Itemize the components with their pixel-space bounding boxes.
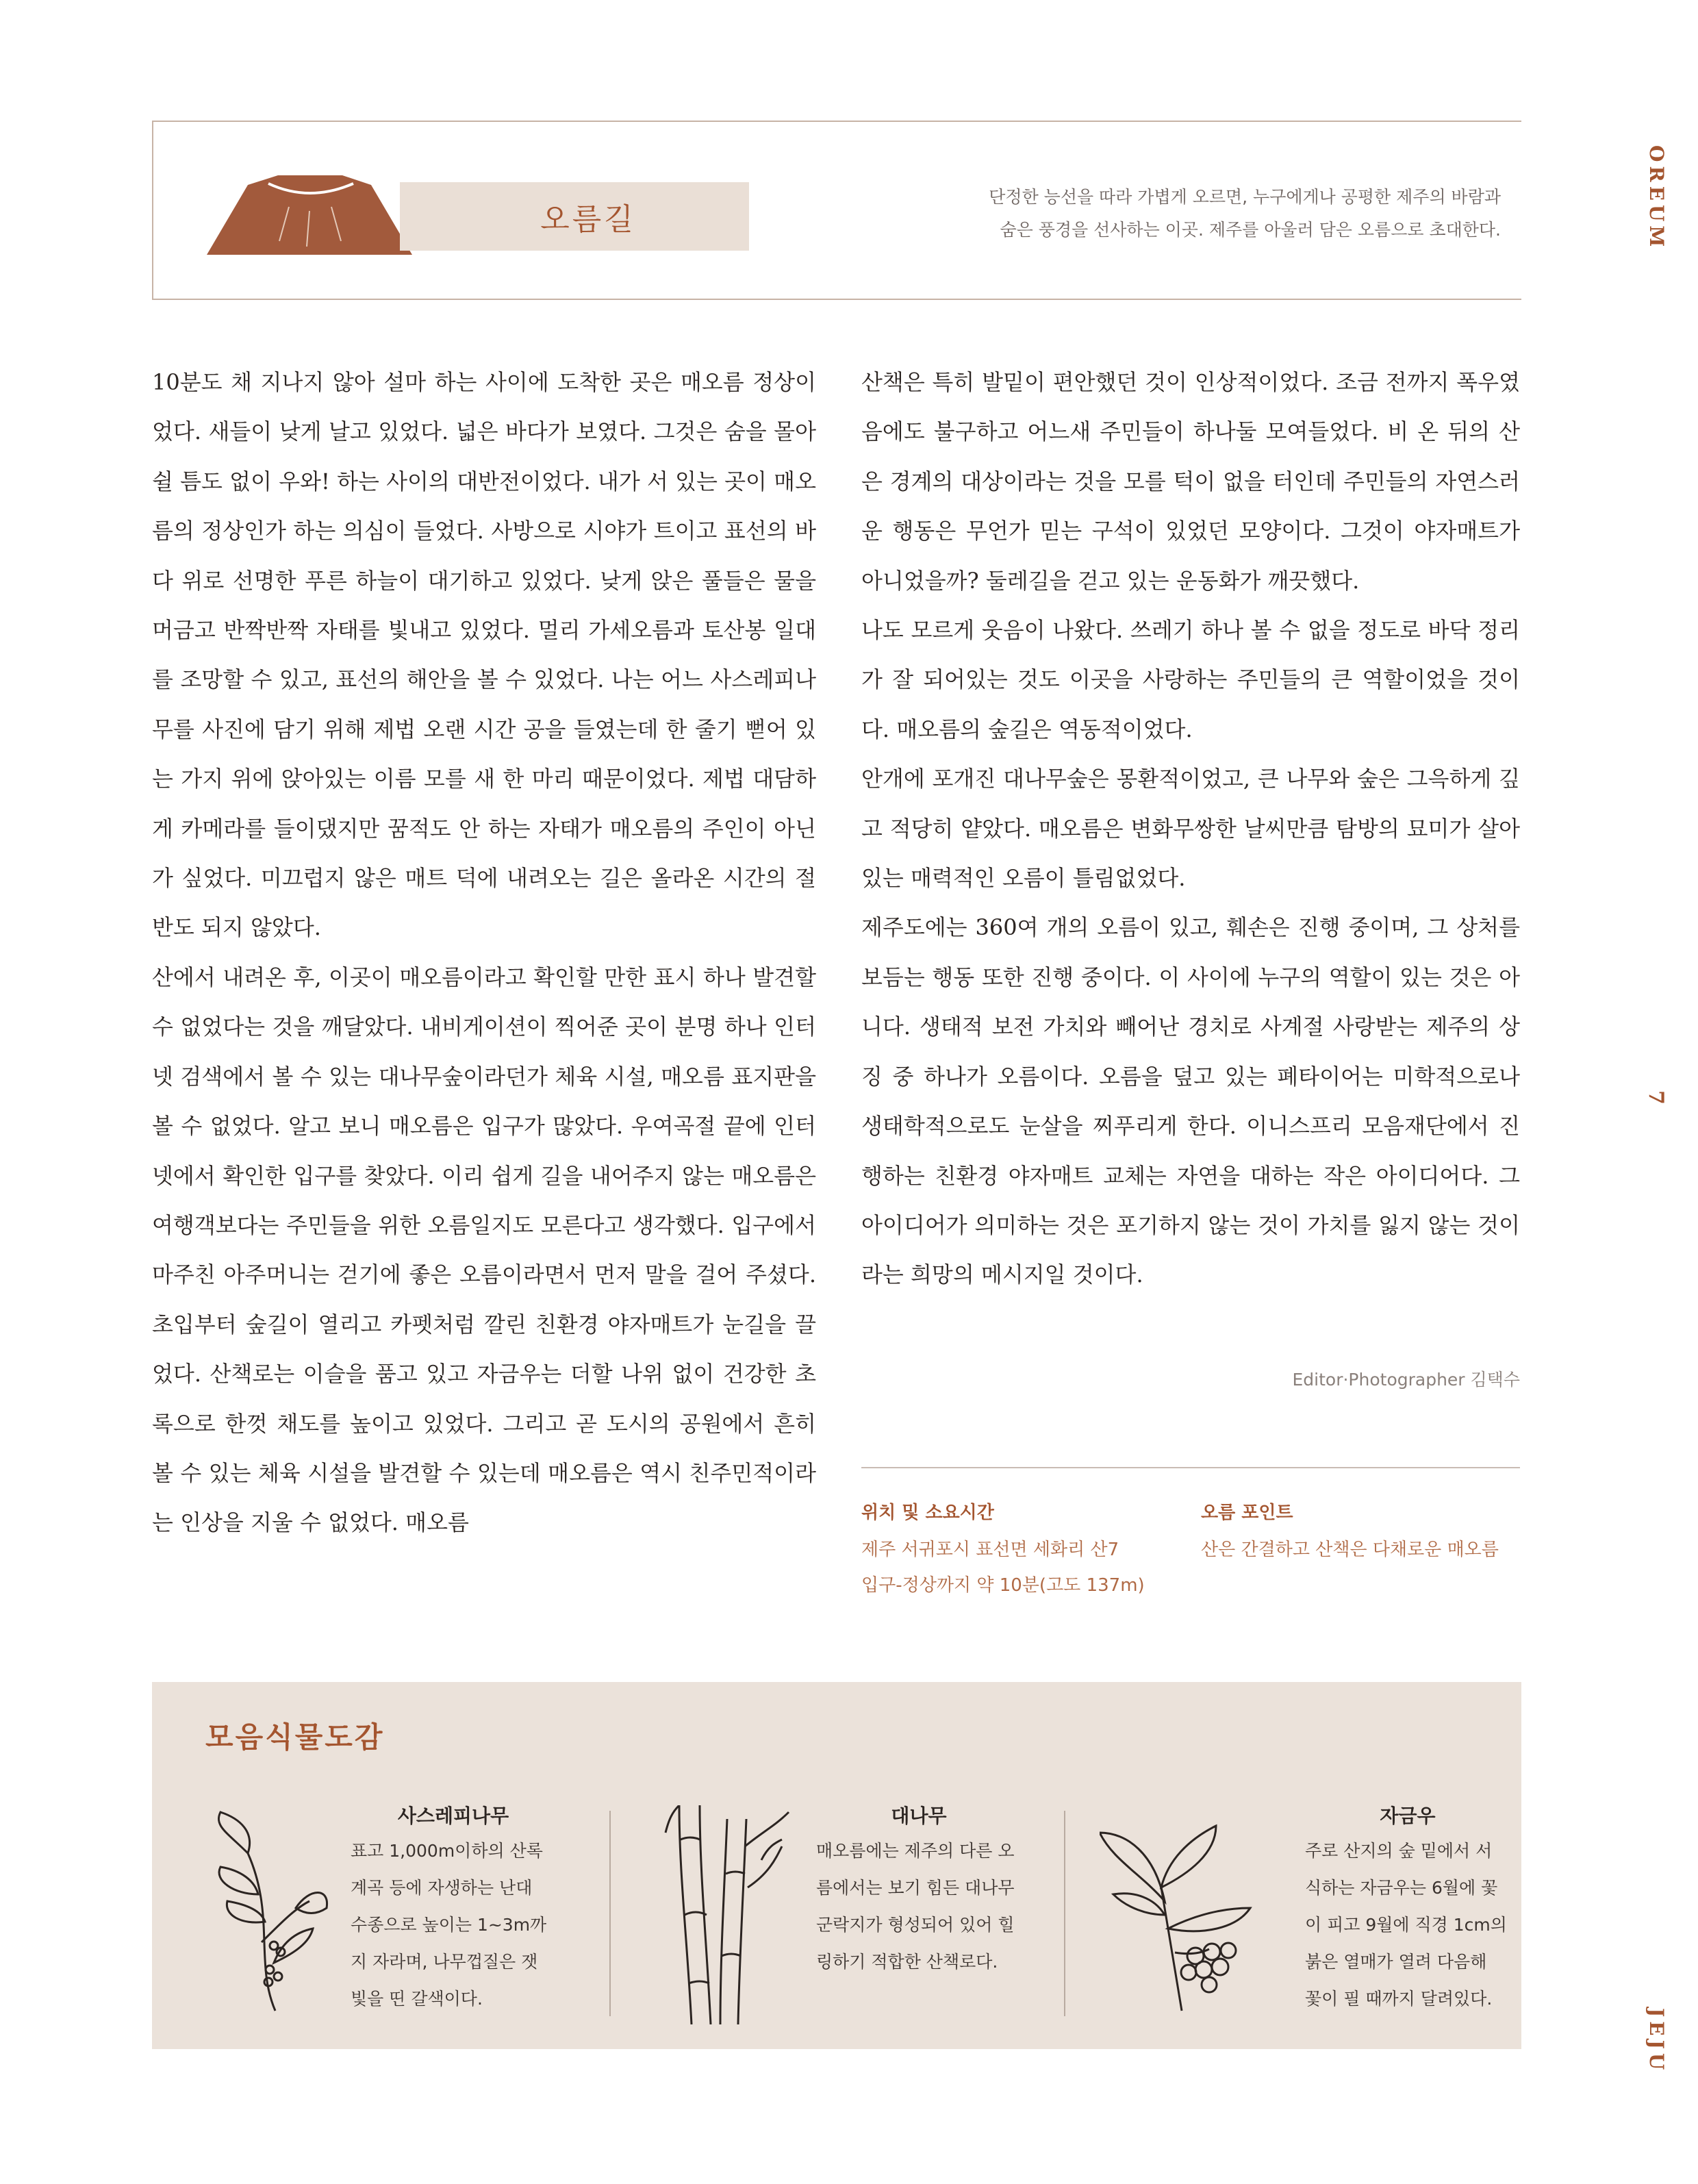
side-label-top: OREUM xyxy=(1645,145,1668,251)
page-number: 7 xyxy=(1644,1090,1668,1109)
info-point-text: 산은 간결하고 산책은 다채로운 매오름 xyxy=(1201,1540,1499,1560)
divider xyxy=(609,1811,611,2016)
paragraph: 산에서 내려온 후, 이곳이 매오름이라고 확인할 만한 표시 하나 발견할 수 없었다는 것을 깨달았다. 내비게이션이 찍어준 곳이 분명 하나 인터넷 검색에서 볼 수 있는 대나무숲이라던가 체육 시설, 매오름 표지판을 볼 수 없었다. 알고 보니 매오름은 입구가 많았다. 우여곡절 끝에 인터넷에서 확인한 입구를 찾았다. 이리 쉽게 길을 내어주지 않는 매오름은 여행객보다는 주민들을 위한 오름일지도 모른다고 생각했다. 입구에서 마주친 아주머니는 걷기에 좋은 오름이라면서 먼저 말을 걸어 주셨다. 초입부터 숲길이 열리고 카펫처럼 깔린 친환경 야자매트가 눈길을 끌었다. 산책로는 이슬을 품고 있고 자금우는 더할 나위 없이 건강한 초록으로 한껏 채도를 높이고 있었다. 그리고 곧 도시의 공원에서 흔히 볼 수 있는 체육 시설을 발견할 수 있는데 매오름은 역시 친주민적이라는 인상을 지울 수 없었다. 매오름 xyxy=(152,964,816,1536)
plant-item xyxy=(652,1805,1063,2024)
article-column-right xyxy=(861,357,1520,1300)
info-point xyxy=(1201,1498,1499,1568)
info-point-title: 오름 포인트 xyxy=(1201,1503,1293,1523)
paragraph: 10분도 채 지나지 않아 설마 하는 사이에 도착한 곳은 매오름 정상이었다. 새들이 낮게 날고 있었다. 넓은 바다가 보였다. 그것은 숨을 몰아쉴 틈도 없이 우와! 하는 사이의 대반전이었다. 내가 서 있는 곳이 매오름의 정상인가 하는 의심이 들었다. 사방으로 시야가 트이고 표선의 바다 위로 선명한 푸른 하늘이 대기하고 있었다. 낮게 앉은 풀들은 물을 머금고 반짝반짝 자태를 빛내고 있었다. 멀리 가세오름과 토산봉 일대를 조망할 수 있고, 표선의 해안을 볼 수 있었다. 나는 어느 사스레피나무를 사진에 담기 위해 제법 오랜 시간 공을 들였는데 한 줄기 뻗어 있는 가지 위에 앉아있는 이름 모를 새 한 마리 때문이었다. 제법 대담하게 카메라를 들이댔지만 꿈적도 안 하는 자태가 매오름의 주인이 아닌가 싶었다. 미끄럽지 않은 매트 덕에 내려오는 길은 올라온 시간의 절반도 되지 않았다. xyxy=(152,369,816,941)
info-location-title: 위치 및 소요시간 xyxy=(861,1503,994,1523)
divider xyxy=(861,1467,1520,1468)
plant-text xyxy=(351,1801,556,2018)
article-column-left xyxy=(152,357,816,1548)
paragraph: 나도 모르게 웃음이 나왔다. 쓰레기 하나 볼 수 없을 정도로 바닥 정리가 잘 되어있는 것도 이곳을 사랑하는 주민들의 큰 역할이었을 것이다. 매오름의 숲길은 역동적이었다. xyxy=(861,617,1520,742)
plant-name: 자금우 xyxy=(1380,1805,1436,1827)
plant-description: 매오름에는 제주의 다른 오 름에서는 보기 힘든 대나무 군락지가 형성되어 있어 힐 링하기 적합한 산책로다. xyxy=(816,1841,1015,1972)
paragraph: 안개에 포개진 대나무숲은 몽환적이었고, 큰 나무와 숲은 그윽하게 깊고 적당히 얕았다. 매오름은 변화무쌍한 날씨만큼 탐방의 묘미가 살아있는 매력적인 오름이 틀림없었다. xyxy=(861,766,1520,892)
plant-name: 사스레피나무 xyxy=(397,1805,509,1827)
bamboo-illustration xyxy=(652,1805,802,2024)
paragraph: 산책은 특히 발밑이 편안했던 것이 인상적이었다. 조금 전까지 폭우였음에도 불구하고 어느새 주민들이 하나둘 모여들었다. 비 온 뒤의 산은 경계의 대상이라는 것을 모를 턱이 없을 터인데 주민들의 자연스러운 행동은 무언가 믿는 구석이 있었던 모양이다. 그것이 야자매트가 아니었을까? 둘레길을 걷고 있는 운동화가 깨끗했다. xyxy=(861,369,1520,594)
plant-text xyxy=(1305,1801,1510,2018)
plant-item xyxy=(193,1805,604,2024)
plant-description: 표고 1,000m이하의 산록 계곡 등에 자생하는 난대 수종으로 높이는 1~3m까 지 자라며, 나무껍질은 잿 빛을 띤 갈색이다. xyxy=(351,1841,547,2009)
info-location xyxy=(861,1498,1145,1603)
plant-description: 주로 산지의 숲 밑에서 서 식하는 자금우는 6월에 꽃 이 피고 9월에 직경 1cm의 붉은 열매가 열려 다음해 꽃이 필 때까지 달려있다. xyxy=(1305,1841,1507,2009)
info-location-text: 제주 서귀포시 표선면 세화리 산7 입구-정상까지 약 10분(고도 137m) xyxy=(861,1540,1145,1596)
section-intro: 단정한 능선을 따라 가볍게 오르면, 누구에게나 공평한 제주의 바람과 숨은 풍경을 선사하는 이곳. 제주를 아울러 담은 오름으로 초대한다. xyxy=(989,187,1501,240)
section-header xyxy=(152,121,1521,300)
plant-guide-title: 모음식물도감 xyxy=(205,1720,385,1754)
plant-item xyxy=(1100,1805,1510,2024)
plant-text xyxy=(816,1801,1022,1981)
section-title: 오름길 xyxy=(400,182,749,251)
eurya-illustration xyxy=(193,1805,330,2024)
credit: Editor·Photographer 김택수 xyxy=(1292,1370,1520,1390)
plant-name: 대나무 xyxy=(891,1805,947,1827)
divider xyxy=(1064,1811,1065,2016)
paragraph: 제주도에는 360여 개의 오름이 있고, 훼손은 진행 중이며, 그 상처를 보듬는 행동 또한 진행 중이다. 이 사이에 누구의 역할이 있는 것은 아니다. 생태적 보전 가치와 빼어난 경치로 사계절 사랑받는 제주의 상징 중 하나가 오름이다. 오름을 덮고 있는 폐타이어는 미학적으로나 생태학적으로도 눈살을 찌푸리게 한다. 이니스프리 모음재단에서 진행하는 친환경 야자매트 교체는 자연을 대하는 작은 아이디어다. 그 아이디어가 의미하는 것은 포기하지 않는 것이 가치를 잃지 않는 것이라는 희망의 메시지일 것이다. xyxy=(861,914,1520,1288)
mountain-icon xyxy=(207,173,426,255)
ardisia-illustration xyxy=(1100,1805,1264,2024)
side-label-bottom: JEJU xyxy=(1645,2008,1668,2074)
plant-guide xyxy=(152,1682,1521,2049)
